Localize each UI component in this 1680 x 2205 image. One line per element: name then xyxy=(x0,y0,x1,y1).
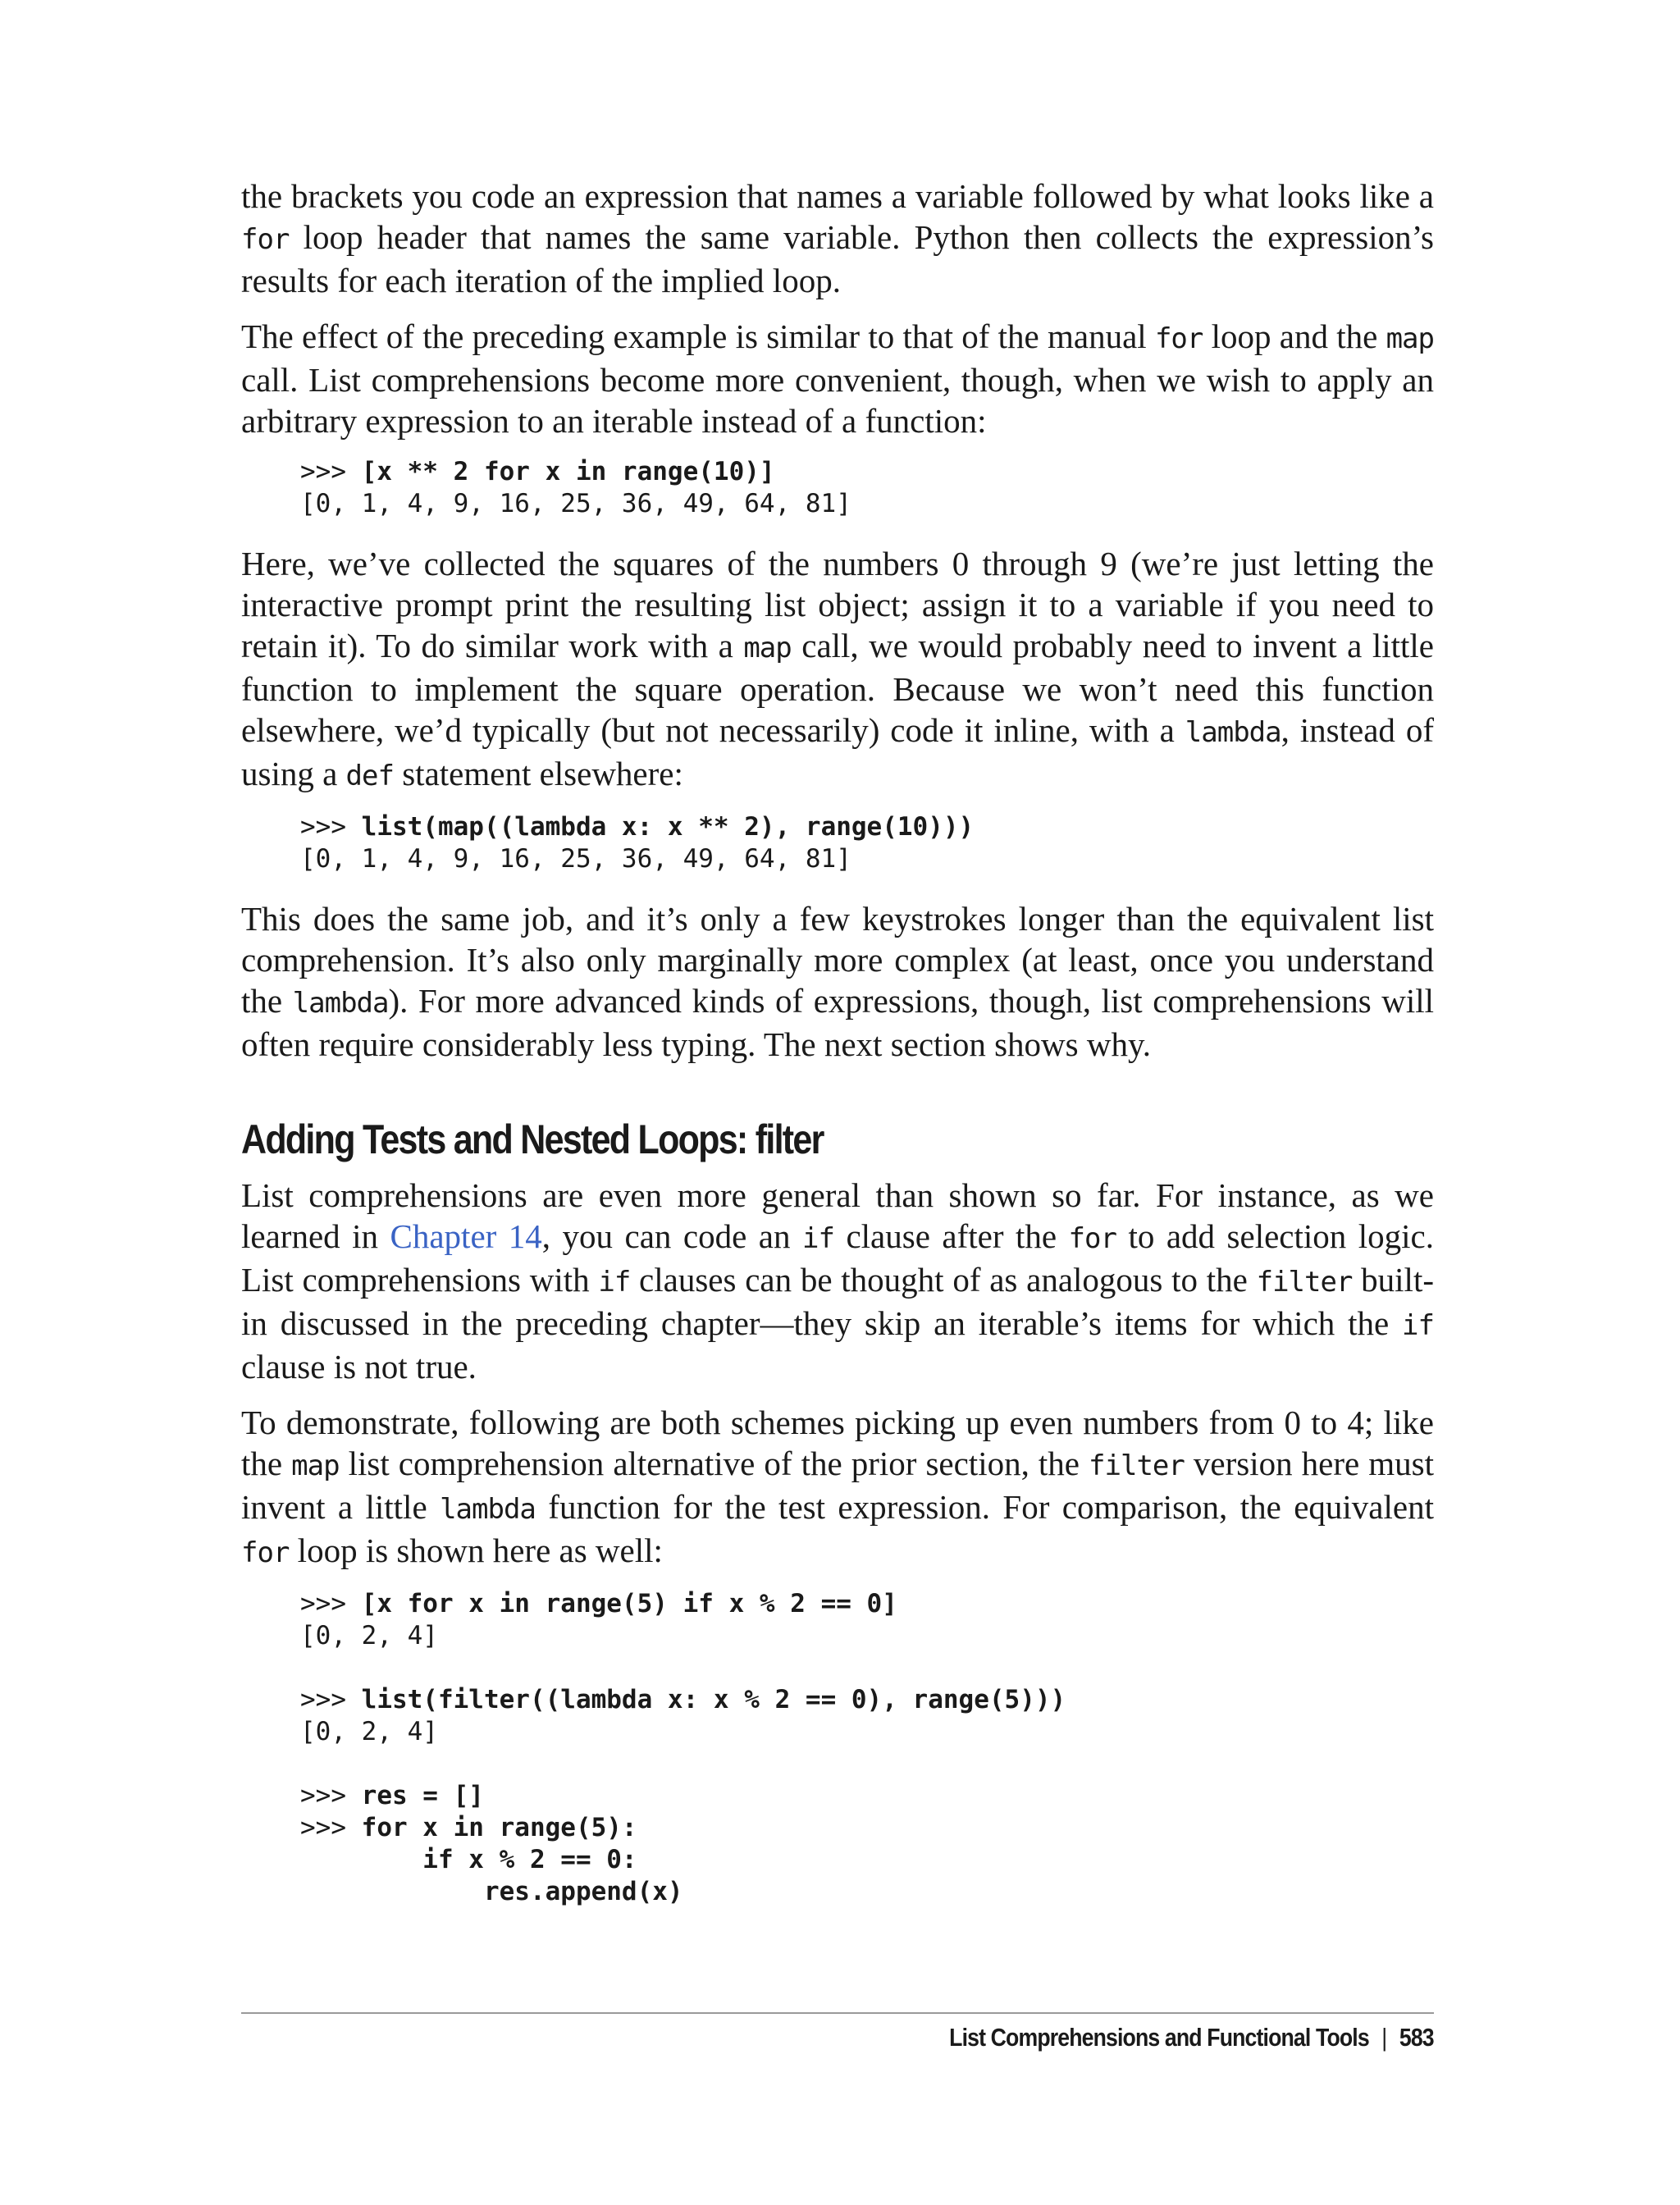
paragraph-effect xyxy=(241,316,1434,441)
chapter-14-link[interactable]: Chapter 14 xyxy=(390,1217,542,1255)
text-run: clause is not true. xyxy=(241,1348,477,1386)
footer-separator: | xyxy=(1381,2023,1387,2052)
text-run: The effect of the preceding example is similar to that of the manual xyxy=(241,317,1155,355)
code-prompt: >>> xyxy=(300,1589,362,1618)
inline-code: map xyxy=(1386,322,1434,355)
text-run: call. List comprehensions become more convenient, though, when we wish to apply an arbitrary expression to an iterable instead of a function: xyxy=(241,361,1434,440)
section-heading: Adding Tests and Nested Loops: filter xyxy=(241,1116,824,1162)
inline-code: for xyxy=(241,223,290,256)
inline-code: lambda xyxy=(1185,716,1281,749)
code-prompt: >>> xyxy=(300,1781,362,1810)
paragraph-demonstrate xyxy=(241,1402,1434,1573)
text-run: , instead of using a xyxy=(241,711,1434,792)
inline-code: map xyxy=(743,632,792,664)
code-output: [0, 1, 4, 9, 16, 25, 36, 49, 64, 81] xyxy=(300,489,851,518)
code-input: res = [] xyxy=(361,1781,484,1810)
inline-code: if xyxy=(802,1222,834,1255)
inline-code: for xyxy=(241,1536,290,1569)
text-run: clauses can be thought of as analogous to the xyxy=(630,1261,1257,1299)
text-run: the brackets you code an expression that names a variable followed by what looks like a xyxy=(241,177,1434,215)
inline-code: for xyxy=(1068,1222,1116,1255)
text-run: loop is shown here as well: xyxy=(289,1532,663,1569)
code-input: [x ** 2 for x in range(10)] xyxy=(361,457,775,486)
text-run: list comprehension alternative of the prior section, the xyxy=(339,1445,1089,1482)
code-prompt: >>> xyxy=(300,457,362,486)
code-output: [0, 2, 4] xyxy=(300,1717,438,1746)
code-block-map-lambda xyxy=(300,811,1434,875)
inline-code: def xyxy=(345,760,394,792)
code-prompt: >>> xyxy=(300,1685,362,1714)
text-run: This does the same job, and it’s only a few keystrokes longer than the equivalent list comprehension. It’s also only marginally more complex (at least, once you understand the xyxy=(241,900,1434,1020)
page-body xyxy=(241,176,1434,1931)
inline-code: lambda xyxy=(440,1493,536,1526)
text-run: to add selection logic. List comprehensions with xyxy=(241,1217,1434,1299)
paragraph-intro-continuation xyxy=(241,176,1434,301)
inline-code: if xyxy=(1402,1309,1434,1342)
page-footer xyxy=(949,2023,1434,2052)
code-prompt: >>> xyxy=(300,812,362,842)
code-input: res.append(x) xyxy=(300,1877,683,1906)
code-block-filter-comparison xyxy=(300,1588,1434,1908)
text-run: function for the test expression. For comparison, the equivalent xyxy=(535,1488,1434,1526)
paragraph-same-job xyxy=(241,898,1434,1065)
inline-code: filter xyxy=(1089,1449,1185,1482)
inline-code: filter xyxy=(1256,1266,1353,1299)
code-output: [0, 2, 4] xyxy=(300,1621,438,1650)
text-run: clause after the xyxy=(833,1217,1069,1255)
inline-code: if xyxy=(598,1266,631,1299)
text-run: List comprehensions are even more general than shown so far. For instance, as we learned in xyxy=(241,1176,1434,1255)
text-run: To demonstrate, following are both schemes picking up even numbers from 0 to 4; like the xyxy=(241,1404,1434,1482)
inline-code: map xyxy=(291,1449,340,1482)
text-run: , you can code an xyxy=(541,1217,802,1255)
text-run: loop and the xyxy=(1203,317,1386,355)
code-output: [0, 1, 4, 9, 16, 25, 36, 49, 64, 81] xyxy=(300,844,851,874)
text-run: version here must invent a little xyxy=(241,1445,1434,1526)
paragraph-squares-explanation xyxy=(241,543,1434,797)
text-run: call, we would probably need to invent a little function to implement the square operation. Because we won’t need this function elsewhere, we’d typically (but not necessarily) code it inline, with a xyxy=(241,627,1434,749)
text-run: statement elsewhere: xyxy=(393,755,683,792)
text-run: ). For more advanced kinds of expressions, though, list comprehensions will often require considerably less typing. The next section shows why. xyxy=(241,982,1434,1063)
inline-code: lambda xyxy=(292,987,389,1020)
running-title: List Comprehensions and Functional Tools xyxy=(949,2023,1370,2052)
page-number: 583 xyxy=(1399,2023,1434,2052)
text-run: Here, we’ve collected the squares of the numbers 0 through 9 (we’re just letting the interactive prompt print the resulting list object; assign it to a variable if you need to retain it). To do similar work with a xyxy=(241,545,1434,664)
code-input: for x in range(5): xyxy=(361,1813,637,1842)
paragraph-general xyxy=(241,1175,1434,1387)
code-prompt: >>> xyxy=(300,1813,362,1842)
code-input: list(filter((lambda x: x % 2 == 0), range(5))) xyxy=(361,1685,1066,1714)
text-run: loop header that names the same variable. Python then collects the expression’s results for each iteration of the implied loop. xyxy=(241,218,1434,299)
inline-code: for xyxy=(1154,322,1203,355)
text-run: built-in discussed in the preceding chapter—they skip an iterable’s items for which the xyxy=(241,1261,1434,1342)
code-input: [x for x in range(5) if x % 2 == 0] xyxy=(361,1589,897,1618)
code-input: list(map((lambda x: x ** 2), range(10))) xyxy=(361,812,975,842)
code-block-squares xyxy=(300,456,1434,520)
code-input: if x % 2 == 0: xyxy=(300,1845,637,1874)
footer-rule xyxy=(241,2012,1434,2014)
